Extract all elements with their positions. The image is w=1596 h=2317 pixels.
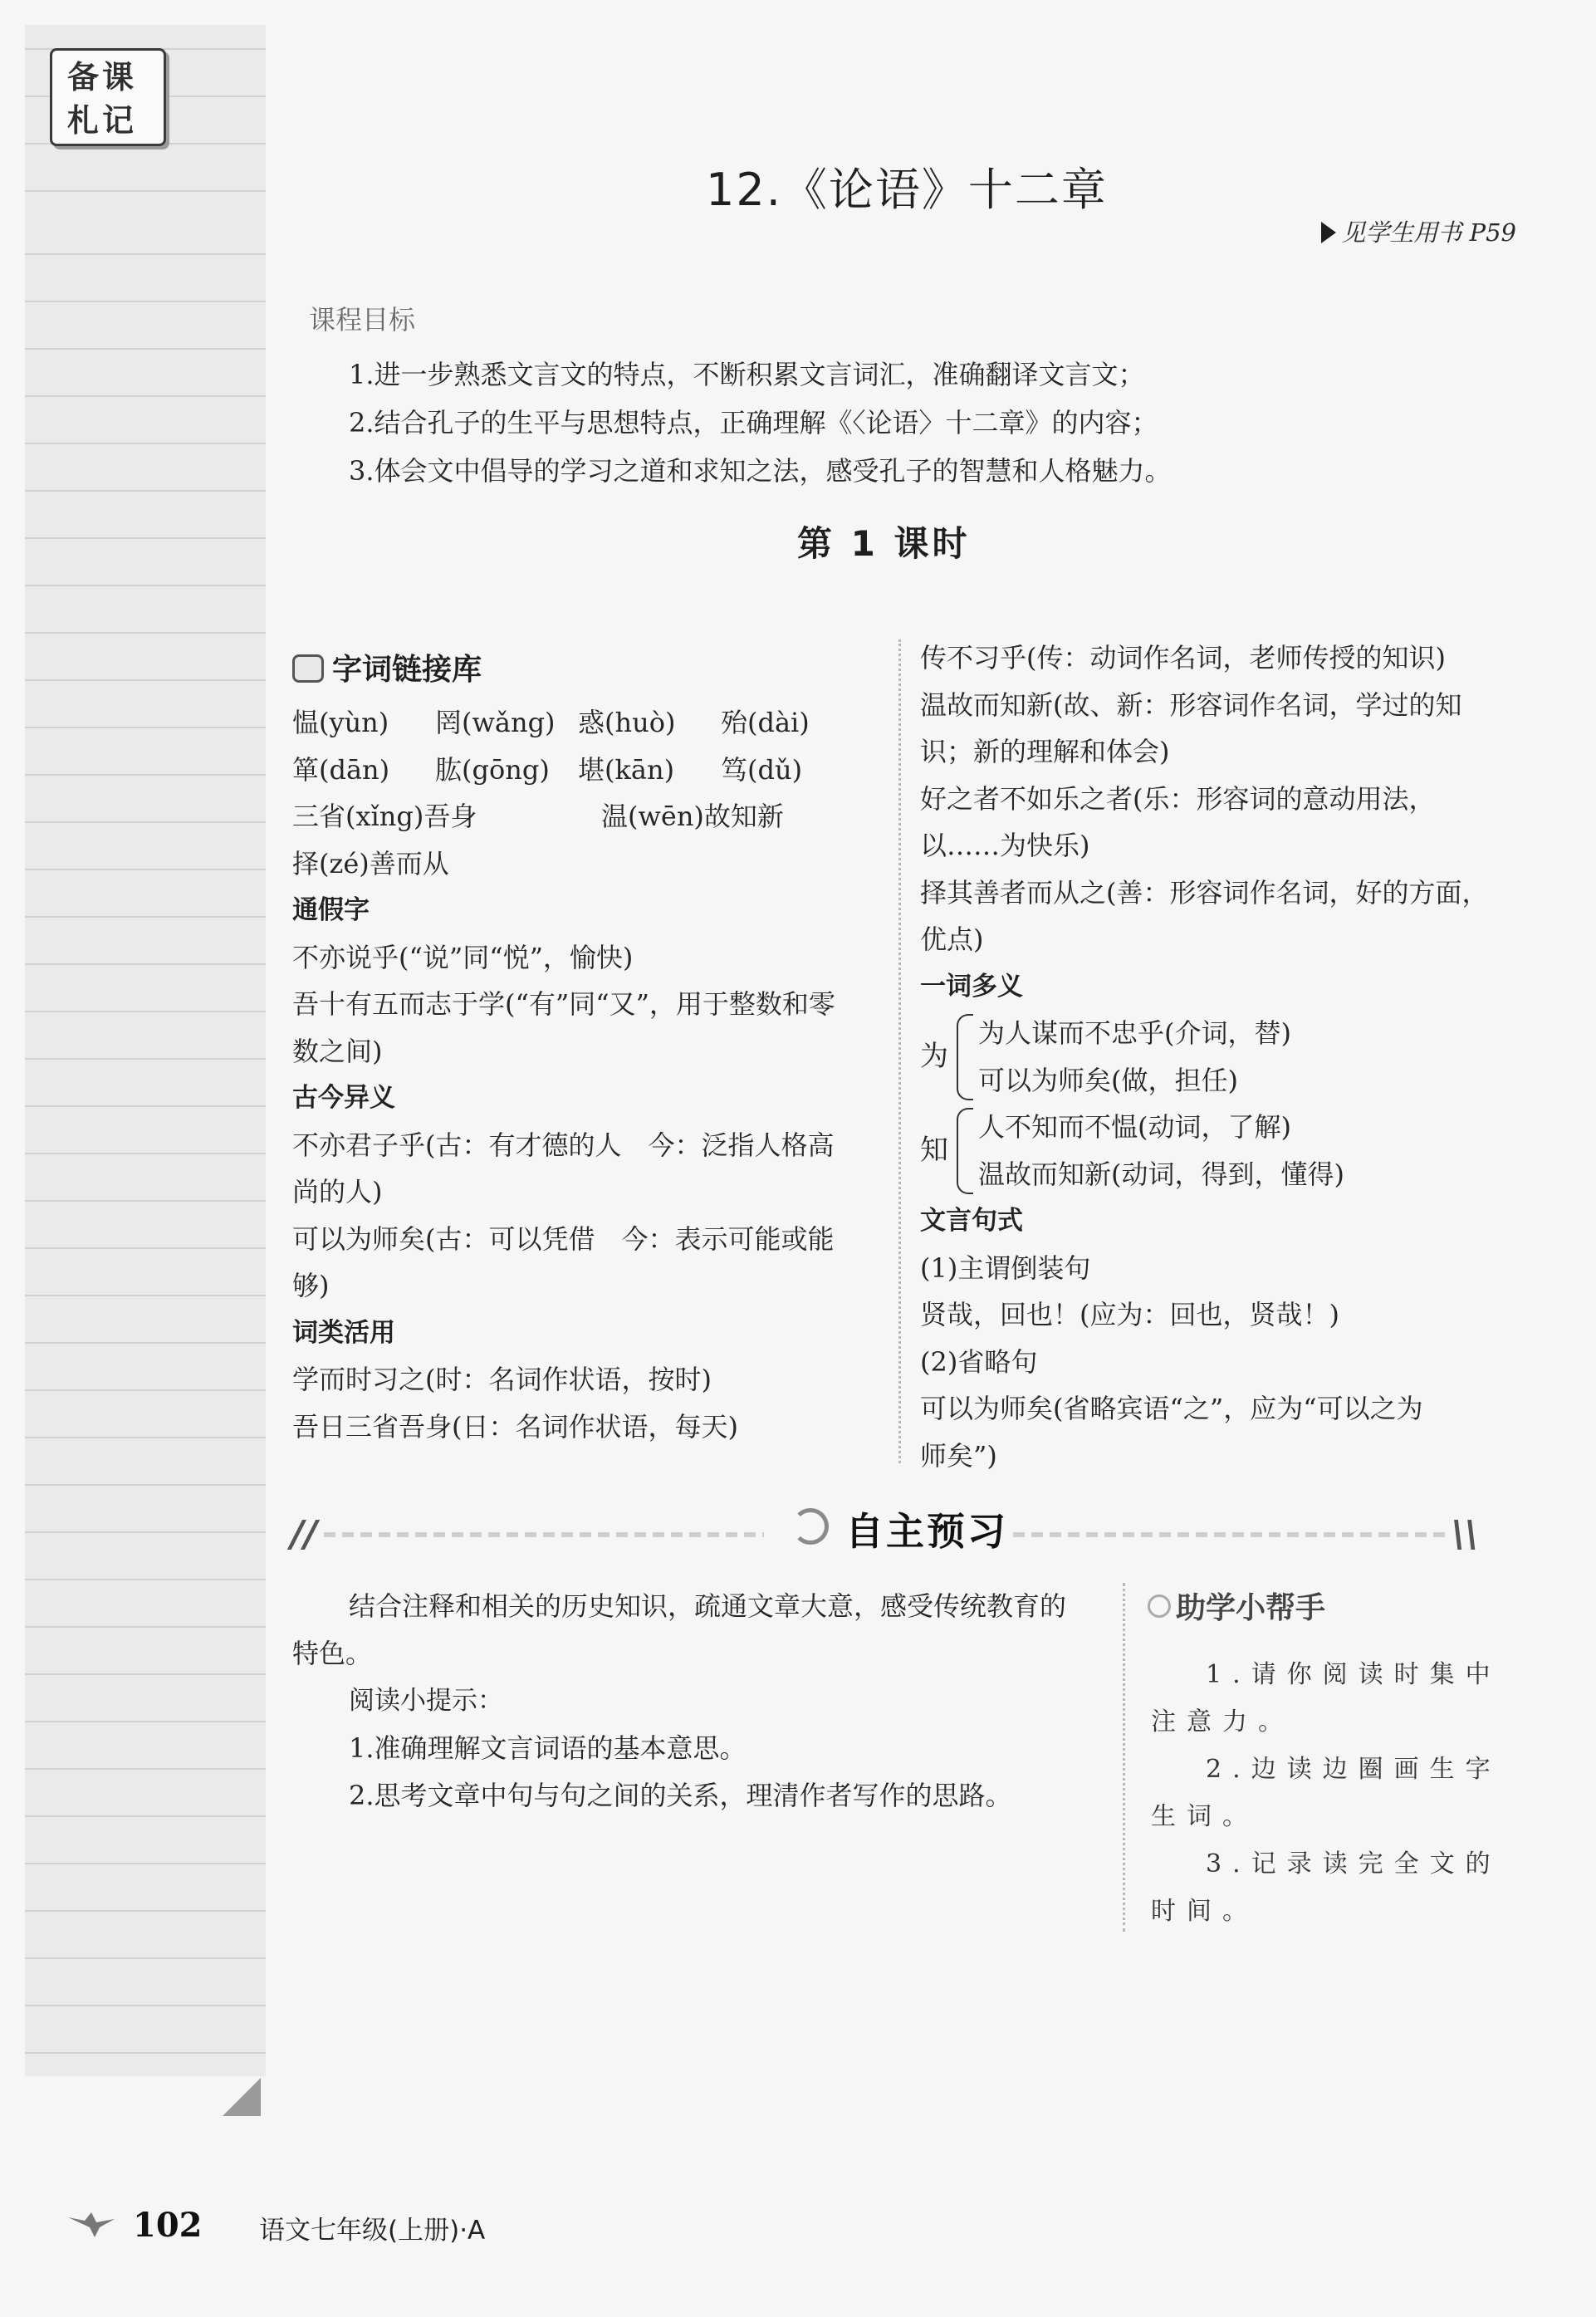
goal-item: 1.进一步熟悉文言文的特点，不断积累文言词汇，准确翻译文言文； — [349, 359, 1145, 390]
notes-sidebar — [25, 25, 266, 2076]
preview-intro: 结合注释和相关的历史知识，疏通文章大意，感受传统教育的 — [349, 1590, 1067, 1622]
word-library-title — [292, 641, 882, 699]
cilei-item: 吾日三省吾身(日：名词作状语，每天) — [292, 1410, 738, 1443]
gujin-heading: 古今异义 — [292, 1083, 395, 1113]
cilei-item: 好之者不如乐之者(乐：形容词的意动用法， — [920, 782, 1436, 815]
banner-rule-left — [324, 1532, 764, 1537]
pinyin-row — [292, 747, 882, 794]
syntax-item: (1)主谓倒装句 — [920, 1252, 1091, 1284]
pinyin-item: 笃(dǔ) — [721, 753, 803, 786]
pinyin-item: 愠(yùn) — [292, 707, 389, 738]
helper-item: 2.边读边圈画生字生词。 — [1151, 1755, 1501, 1831]
polysemy-word: 为 — [920, 1040, 948, 1074]
banner-rule-right — [1013, 1532, 1445, 1537]
gujin-item: 可以为师矣(古：可以凭借 今：表示可能或能 — [292, 1222, 835, 1255]
polysemy-senses — [978, 1010, 1291, 1104]
word-library-title-text: 字词链接库 — [332, 653, 482, 687]
gujin-item-cont: 够) — [292, 1270, 330, 1301]
pinyin-item: 惑(huò) — [578, 707, 676, 738]
helper-item: 1.请你阅读时集中注意力。 — [1151, 1660, 1501, 1737]
cilei-item-cont: 以……为快乐) — [920, 830, 1090, 861]
goal-item: 2.结合孔子的生平与思想特点，正确理解《〈论语〉十二章》的内容； — [349, 407, 1158, 438]
pinyin-item: 殆(dài) — [721, 707, 810, 738]
pinyin-item: 箪(dān) — [292, 753, 390, 786]
polysemy-sense: 人不知而不愠(动词，了解) — [978, 1111, 1291, 1143]
pinyin-item: 肱(gōng) — [435, 753, 550, 786]
reference-text: 见学生用书 P59 — [1341, 218, 1516, 247]
pinyin-item: 罔(wǎng) — [435, 707, 556, 738]
book-title: 语文七年级(上册)·A — [259, 2216, 486, 2246]
brace-icon — [957, 1014, 973, 1100]
pinyin-item: 堪(kān) — [578, 753, 675, 786]
tongjia-item: 吾十有五而志于学(“有”同“又”，用于整数和零 — [292, 988, 835, 1020]
syntax-item: 贤哉，回也！(应为：回也，贤哉！) — [920, 1299, 1339, 1330]
cilei-item: 传不习乎(传：动词作名词，老师传授的知识) — [920, 642, 1446, 674]
polysemy-heading: 一词多义 — [920, 971, 1023, 1002]
preview-intro-cont: 特色。 — [292, 1638, 373, 1669]
reading-hint-heading: 阅读小提示： — [349, 1686, 503, 1716]
page-number: 102 — [133, 2206, 203, 2245]
syntax-item: 可以为师矣(省略宾语“之”，应为“可以之为 — [920, 1393, 1423, 1424]
polysemy-sense: 为人谋而不忠乎(介词，替) — [978, 1017, 1291, 1049]
badge-line-1: 备课 — [67, 59, 138, 96]
polysemy-sense: 可以为师矣(做，担任) — [978, 1064, 1238, 1096]
course-goals-list — [349, 350, 1172, 495]
syntax-heading: 文言句式 — [920, 1206, 1023, 1236]
cilei-item-cont: 识；新的理解和体会) — [920, 736, 1170, 767]
tongjia-item: 不亦说乎(“说”同“悦”，愉快) — [292, 941, 634, 973]
swirl-icon — [792, 1508, 829, 1545]
lesson-notes-badge — [50, 48, 166, 146]
helper-divider — [1123, 1583, 1125, 1932]
cilei-item: 择其善者而从之(善：形容词作名词，好的方面， — [920, 876, 1489, 909]
tongjia-item-cont: 数之间) — [292, 1035, 383, 1067]
gujin-item-cont: 尚的人) — [292, 1176, 383, 1207]
helper-title — [1148, 1585, 1325, 1627]
word-library-column — [292, 641, 882, 1450]
session-heading: 第 1 课时 — [797, 523, 971, 564]
reading-hint: 2.思考文章中句与句之间的关系，理清作者写作的思路。 — [349, 1780, 1012, 1811]
syntax-item: (2)省略句 — [920, 1345, 1038, 1378]
cilei-item-cont: 优点) — [920, 923, 984, 955]
play-triangle-icon — [1321, 222, 1336, 243]
syntax-item-cont: 师矣”) — [920, 1439, 997, 1472]
helper-list — [1151, 1651, 1508, 1935]
polysemy-sense: 温故而知新(动词，得到，懂得) — [978, 1158, 1344, 1190]
bird-logo-icon — [66, 2209, 116, 2239]
reading-hint: 1.准确理解文言词语的基本意思。 — [349, 1732, 747, 1764]
gujin-item: 不亦君子乎(古：有才德的人 今：泛指人格高 — [292, 1129, 835, 1161]
badge-line-2: 札记 — [67, 102, 138, 139]
helper-title-text: 助学小帮手 — [1176, 1591, 1326, 1625]
cilei-item: 温故而知新(故、新：形容词作名词，学过的知 — [920, 688, 1462, 721]
column-divider — [898, 639, 901, 1463]
banner-slash-right: \\ — [1452, 1513, 1479, 1555]
bulb-icon — [1148, 1594, 1171, 1618]
polysemy-word: 知 — [920, 1134, 948, 1168]
chat-bubble-icon — [292, 654, 324, 683]
preview-text — [292, 1583, 1106, 1820]
pinyin-item: 择(zé)善而从 — [292, 847, 449, 879]
banner-slash-left: // — [291, 1513, 318, 1555]
polysemy-group — [920, 1104, 1526, 1198]
pinyin-item: 三省(xǐng)吾身 — [292, 801, 477, 832]
page-title: 12.《论语》十二章 — [706, 164, 1108, 216]
brace-icon — [957, 1108, 973, 1194]
tongjia-heading: 通假字 — [292, 895, 370, 925]
course-goals-heading: 课程目标 — [309, 304, 416, 336]
polysemy-group — [920, 1010, 1526, 1104]
student-book-reference — [1321, 214, 1516, 248]
pinyin-row — [292, 699, 882, 747]
sidebar-corner-fold — [223, 2078, 261, 2116]
goal-item: 3.体会文中倡导的学习之道和求知之法，感受孔子的智慧和人格魅力。 — [349, 455, 1172, 487]
cilei-item: 学而时习之(时：名词作状语，按时) — [292, 1364, 712, 1395]
preview-banner-title: 自主预习 — [845, 1509, 1008, 1554]
helper-item: 3.记录读完全文的时间。 — [1151, 1849, 1501, 1926]
word-library-right-column — [920, 634, 1526, 1479]
polysemy-senses — [978, 1104, 1344, 1198]
pinyin-row — [292, 793, 882, 840]
pinyin-item: 温(wēn)故知新 — [601, 801, 784, 832]
cilei-heading: 词类活用 — [292, 1317, 395, 1348]
